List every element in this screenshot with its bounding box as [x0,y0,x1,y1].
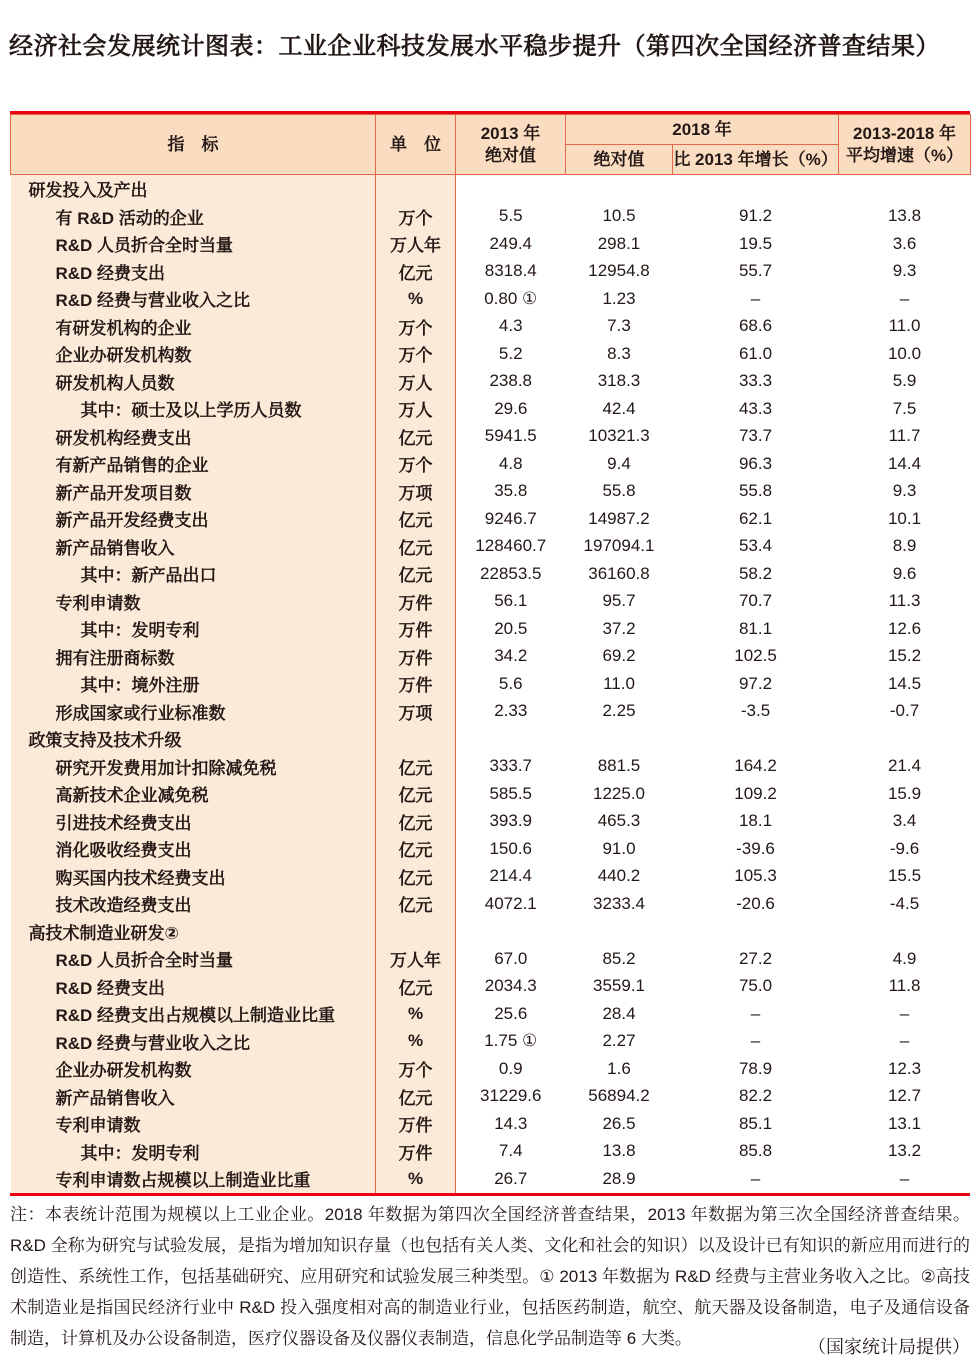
indicator-cell: 形成国家或行业标准数 [11,698,376,726]
value-2018-cell: 56894.2 [566,1083,673,1111]
table-row [11,533,971,561]
table-row [11,1083,971,1111]
unit-cell [376,918,456,946]
growth-vs-2013-cell: 58.2 [673,560,839,588]
avg-growth-cell [839,175,971,203]
growth-vs-2013-cell: 53.4 [673,533,839,561]
value-2013-cell: 4.8 [456,450,566,478]
value-2013-cell: 249.4 [456,230,566,258]
unit-cell: 亿元 [376,835,456,863]
growth-vs-2013-cell: – [673,1028,839,1056]
unit-cell: 万人年 [376,945,456,973]
avg-growth-cell: 12.7 [839,1083,971,1111]
provider-credit: （国家统计局提供） [808,1337,970,1357]
table-row [11,450,971,478]
table-row [11,808,971,836]
table-row [11,505,971,533]
unit-cell [376,725,456,753]
growth-vs-2013-cell: 78.9 [673,1055,839,1083]
header-2018-group: 2018 年 [566,115,839,145]
statistics-table-wrap [10,111,970,1196]
table-row [11,1165,971,1193]
value-2013-cell: 128460.7 [456,533,566,561]
value-2018-cell: 10.5 [566,203,673,231]
value-2018-cell: 465.3 [566,808,673,836]
value-2013-cell: 2.33 [456,698,566,726]
growth-vs-2013-cell: – [673,1165,839,1193]
unit-cell: 亿元 [376,1083,456,1111]
growth-vs-2013-cell: 61.0 [673,340,839,368]
value-2018-cell: 36160.8 [566,560,673,588]
unit-cell: 亿元 [376,808,456,836]
unit-cell: 万件 [376,670,456,698]
indicator-cell: 新产品销售收入 [11,533,376,561]
unit-cell: 万个 [376,340,456,368]
unit-cell: 亿元 [376,258,456,286]
header-2013-line2: 绝对值 [485,145,536,165]
unit-cell: 万个 [376,313,456,341]
indicator-cell: 有新产品销售的企业 [11,450,376,478]
avg-growth-cell: 3.6 [839,230,971,258]
indicator-cell: R&D 经费支出 [11,973,376,1001]
indicator-cell: 政策支持及技术升级 [11,725,376,753]
value-2018-cell: 37.2 [566,615,673,643]
value-2018-cell: 318.3 [566,368,673,396]
table-row [11,1055,971,1083]
unit-cell: % [376,285,456,313]
value-2018-cell: 9.4 [566,450,673,478]
value-2013-cell: 5.6 [456,670,566,698]
unit-cell: 万人年 [376,230,456,258]
unit-cell: 万项 [376,478,456,506]
growth-vs-2013-cell [673,175,839,203]
table-row [11,1000,971,1028]
table-row [11,285,971,313]
avg-growth-cell: -9.6 [839,835,971,863]
growth-vs-2013-cell: 55.8 [673,478,839,506]
indicator-cell: R&D 人员折合全时当量 [11,945,376,973]
value-2013-cell: 150.6 [456,835,566,863]
growth-vs-2013-cell: – [673,285,839,313]
value-2018-cell: 28.9 [566,1165,673,1193]
value-2013-cell: 0.80 ① [456,285,566,313]
value-2018-cell: 881.5 [566,753,673,781]
table-row [11,615,971,643]
table-row [11,588,971,616]
growth-vs-2013-cell: 68.6 [673,313,839,341]
table-row [11,1110,971,1138]
avg-growth-cell [839,918,971,946]
unit-cell: % [376,1165,456,1193]
value-2018-cell: 42.4 [566,395,673,423]
header-2013-line1: 2013 年 [480,124,541,144]
avg-growth-cell: – [839,1000,971,1028]
avg-growth-cell: 4.9 [839,945,971,973]
table-row [11,753,971,781]
value-2013-cell: 7.4 [456,1138,566,1166]
avg-growth-cell: 8.9 [839,533,971,561]
avg-growth-cell: -0.7 [839,698,971,726]
value-2018-cell: 3233.4 [566,890,673,918]
value-2013-cell: 5.5 [456,203,566,231]
avg-growth-cell: 9.6 [839,560,971,588]
indicator-cell: 其中：新产品出口 [11,560,376,588]
table-header [11,115,971,175]
indicator-cell: 新产品销售收入 [11,1083,376,1111]
value-2013-cell [456,918,566,946]
value-2018-cell: 26.5 [566,1110,673,1138]
unit-cell: 万人 [376,395,456,423]
table-row [11,643,971,671]
unit-cell: 亿元 [376,863,456,891]
value-2013-cell: 1.75 ① [456,1028,566,1056]
growth-vs-2013-cell: 18.1 [673,808,839,836]
indicator-cell: 消化吸收经费支出 [11,835,376,863]
indicator-cell: 有研发机构的企业 [11,313,376,341]
unit-cell: % [376,1000,456,1028]
unit-cell: 万人 [376,368,456,396]
header-unit: 单 位 [376,115,456,175]
unit-cell: 万项 [376,698,456,726]
header-2018-absolute: 绝对值 [566,145,673,175]
indicator-cell: 新产品开发经费支出 [11,505,376,533]
indicator-cell: 专利申请数 [11,588,376,616]
avg-growth-cell: 15.5 [839,863,971,891]
indicator-cell: R&D 经费支出 [11,258,376,286]
avg-growth-cell: 11.0 [839,313,971,341]
growth-vs-2013-cell: 43.3 [673,395,839,423]
avg-growth-cell: 13.1 [839,1110,971,1138]
unit-cell: % [376,1028,456,1056]
header-row-1 [11,115,971,145]
avg-growth-cell: – [839,1028,971,1056]
table-row [11,175,971,203]
indicator-cell: 研发机构人员数 [11,368,376,396]
header-avg-growth [839,115,971,175]
avg-growth-cell: 14.4 [839,450,971,478]
indicator-cell: R&D 经费与营业收入之比 [11,285,376,313]
growth-vs-2013-cell: 96.3 [673,450,839,478]
avg-growth-cell: 12.3 [839,1055,971,1083]
unit-cell [376,175,456,203]
table-row [11,863,971,891]
value-2018-cell: 2.27 [566,1028,673,1056]
value-2018-cell: 2.25 [566,698,673,726]
avg-growth-cell: – [839,1165,971,1193]
value-2013-cell: 35.8 [456,478,566,506]
value-2013-cell: 333.7 [456,753,566,781]
indicator-cell: 其中：发明专利 [11,1138,376,1166]
value-2018-cell: 440.2 [566,863,673,891]
value-2018-cell: 55.8 [566,478,673,506]
avg-growth-cell: 9.3 [839,478,971,506]
table-row [11,230,971,258]
indicator-cell: 有 R&D 活动的企业 [11,203,376,231]
growth-vs-2013-cell: – [673,1000,839,1028]
unit-cell: 万件 [376,615,456,643]
table-row [11,1138,971,1166]
growth-vs-2013-cell: 85.1 [673,1110,839,1138]
unit-cell: 亿元 [376,423,456,451]
growth-vs-2013-cell: 97.2 [673,670,839,698]
value-2013-cell: 9246.7 [456,505,566,533]
growth-vs-2013-cell: 85.8 [673,1138,839,1166]
value-2018-cell [566,918,673,946]
header-2018-growth: 比 2013 年增长（%） [673,145,839,175]
unit-cell: 万个 [376,203,456,231]
avg-growth-cell: – [839,285,971,313]
unit-cell: 万件 [376,1110,456,1138]
value-2018-cell: 85.2 [566,945,673,973]
value-2018-cell [566,175,673,203]
avg-growth-cell: 11.3 [839,588,971,616]
header-indicator: 指 标 [11,115,376,175]
avg-growth-cell: 15.2 [839,643,971,671]
value-2013-cell: 0.9 [456,1055,566,1083]
table-row [11,478,971,506]
unit-cell: 万件 [376,643,456,671]
table-row [11,698,971,726]
value-2013-cell: 25.6 [456,1000,566,1028]
value-2013-cell: 238.8 [456,368,566,396]
table-row [11,973,971,1001]
table-row [11,203,971,231]
indicator-cell: 研发机构经费支出 [11,423,376,451]
indicator-cell: 技术改造经费支出 [11,890,376,918]
value-2018-cell: 1225.0 [566,780,673,808]
table-row [11,945,971,973]
avg-growth-cell: 21.4 [839,753,971,781]
value-2013-cell [456,725,566,753]
value-2018-cell: 1.23 [566,285,673,313]
value-2013-cell: 67.0 [456,945,566,973]
avg-growth-cell: 14.5 [839,670,971,698]
unit-cell: 亿元 [376,890,456,918]
value-2018-cell: 10321.3 [566,423,673,451]
unit-cell: 万个 [376,450,456,478]
growth-vs-2013-cell [673,918,839,946]
indicator-cell: 拥有注册商标数 [11,643,376,671]
avg-growth-cell: 12.6 [839,615,971,643]
unit-cell: 万个 [376,1055,456,1083]
indicator-cell: 引进技术经费支出 [11,808,376,836]
value-2013-cell [456,175,566,203]
growth-vs-2013-cell: 70.7 [673,588,839,616]
growth-vs-2013-cell: -3.5 [673,698,839,726]
indicator-cell: 专利申请数占规模以上制造业比重 [11,1165,376,1193]
table-row [11,368,971,396]
value-2013-cell: 22853.5 [456,560,566,588]
indicator-cell: R&D 人员折合全时当量 [11,230,376,258]
avg-growth-cell: 10.1 [839,505,971,533]
value-2013-cell: 393.9 [456,808,566,836]
avg-growth-cell: 15.9 [839,780,971,808]
value-2013-cell: 585.5 [456,780,566,808]
table-row [11,1028,971,1056]
growth-vs-2013-cell: -20.6 [673,890,839,918]
table-row [11,395,971,423]
table-row [11,340,971,368]
value-2018-cell: 1.6 [566,1055,673,1083]
table-row [11,725,971,753]
value-2018-cell: 197094.1 [566,533,673,561]
indicator-cell: 企业办研发机构数 [11,340,376,368]
growth-vs-2013-cell: 91.2 [673,203,839,231]
value-2013-cell: 214.4 [456,863,566,891]
indicator-cell: 新产品开发项目数 [11,478,376,506]
indicator-cell: 研发投入及产出 [11,175,376,203]
value-2013-cell: 56.1 [456,588,566,616]
avg-growth-cell: 3.4 [839,808,971,836]
value-2018-cell: 13.8 [566,1138,673,1166]
value-2018-cell: 14987.2 [566,505,673,533]
header-2013-absolute [456,115,566,175]
unit-cell: 亿元 [376,973,456,1001]
value-2018-cell: 8.3 [566,340,673,368]
value-2018-cell: 298.1 [566,230,673,258]
avg-growth-cell [839,725,971,753]
indicator-cell: 研究开发费用加计扣除减免税 [11,753,376,781]
avg-growth-cell: 7.5 [839,395,971,423]
value-2013-cell: 14.3 [456,1110,566,1138]
indicator-cell: 购买国内技术经费支出 [11,863,376,891]
avg-growth-cell: 5.9 [839,368,971,396]
unit-cell: 亿元 [376,505,456,533]
growth-vs-2013-cell [673,725,839,753]
indicator-cell: R&D 经费支出占规模以上制造业比重 [11,1000,376,1028]
value-2013-cell: 4.3 [456,313,566,341]
value-2013-cell: 20.5 [456,615,566,643]
growth-vs-2013-cell: -39.6 [673,835,839,863]
indicator-cell: 高新技术企业减免税 [11,780,376,808]
unit-cell: 万件 [376,588,456,616]
growth-vs-2013-cell: 75.0 [673,973,839,1001]
value-2013-cell: 5941.5 [456,423,566,451]
value-2013-cell: 5.2 [456,340,566,368]
table-body [11,175,971,1193]
unit-cell: 亿元 [376,780,456,808]
avg-growth-cell: 9.3 [839,258,971,286]
indicator-cell: 其中：硕士及以上学历人员数 [11,395,376,423]
value-2018-cell: 91.0 [566,835,673,863]
indicator-cell: 高技术制造业研发② [11,918,376,946]
indicator-cell: 专利申请数 [11,1110,376,1138]
value-2018-cell: 28.4 [566,1000,673,1028]
unit-cell: 万件 [376,1138,456,1166]
avg-growth-cell: -4.5 [839,890,971,918]
page-title: 经济社会发展统计图表：工业企业科技发展水平稳步提升（第四次全国经济普查结果） [9,33,940,60]
statistics-table [10,114,971,1193]
table-row [11,560,971,588]
indicator-cell: 其中：境外注册 [11,670,376,698]
indicator-cell: 其中：发明专利 [11,615,376,643]
table-row [11,918,971,946]
unit-cell: 亿元 [376,560,456,588]
growth-vs-2013-cell: 109.2 [673,780,839,808]
indicator-cell: 企业办研发机构数 [11,1055,376,1083]
growth-vs-2013-cell: 55.7 [673,258,839,286]
avg-growth-cell: 10.0 [839,340,971,368]
value-2013-cell: 34.2 [456,643,566,671]
growth-vs-2013-cell: 33.3 [673,368,839,396]
value-2013-cell: 2034.3 [456,973,566,1001]
value-2013-cell: 8318.4 [456,258,566,286]
table-row [11,780,971,808]
value-2013-cell: 4072.1 [456,890,566,918]
growth-vs-2013-cell: 164.2 [673,753,839,781]
value-2018-cell: 69.2 [566,643,673,671]
growth-vs-2013-cell: 73.7 [673,423,839,451]
growth-vs-2013-cell: 102.5 [673,643,839,671]
table-row [11,670,971,698]
avg-growth-cell: 11.8 [839,973,971,1001]
table-row [11,835,971,863]
value-2018-cell: 3559.1 [566,973,673,1001]
growth-vs-2013-cell: 81.1 [673,615,839,643]
growth-vs-2013-cell: 62.1 [673,505,839,533]
footnote: 注：本表统计范围为规模以上工业企业。2018 年数据为第四次全国经济普查结果，2013 年数据为第三次全国经济普查结果。R&D 全称为研究与试验发展，是指为增加知识存量（也包括有关人类、文化和社会的知识）以及设计已有知识的新应用而进行的创造性、系统性工作，包括基础研究、应用研究和试验发展三种类型。① 2013 年数据为 R&D 经费与主营业务收入之比。②高技术制造业是指国民经济行业中 R&D 投入强度相对高的制造业行业，包括医药制造，航空、航天器及设备制造，电子及通信设备制造，计算机及办公设备制造，医疗仪器设备及仪器仪表制造，信息化学品制造等 6 大类。 [10,1205,970,1348]
table-row [11,258,971,286]
value-2018-cell: 12954.8 [566,258,673,286]
value-2013-cell: 29.6 [456,395,566,423]
value-2013-cell: 26.7 [456,1165,566,1193]
growth-vs-2013-cell: 27.2 [673,945,839,973]
header-avg-line1: 2013-2018 年 [853,124,957,144]
value-2013-cell: 31229.6 [456,1083,566,1111]
header-avg-line2: 平均增速（%） [845,145,964,165]
table-row [11,423,971,451]
unit-cell: 亿元 [376,533,456,561]
table-row [11,890,971,918]
avg-growth-cell: 11.7 [839,423,971,451]
value-2018-cell [566,725,673,753]
indicator-cell: R&D 经费与营业收入之比 [11,1028,376,1056]
value-2018-cell: 11.0 [566,670,673,698]
table-row [11,313,971,341]
growth-vs-2013-cell: 82.2 [673,1083,839,1111]
growth-vs-2013-cell: 19.5 [673,230,839,258]
avg-growth-cell: 13.8 [839,203,971,231]
unit-cell: 亿元 [376,753,456,781]
avg-growth-cell: 13.2 [839,1138,971,1166]
value-2018-cell: 95.7 [566,588,673,616]
growth-vs-2013-cell: 105.3 [673,863,839,891]
value-2018-cell: 7.3 [566,313,673,341]
